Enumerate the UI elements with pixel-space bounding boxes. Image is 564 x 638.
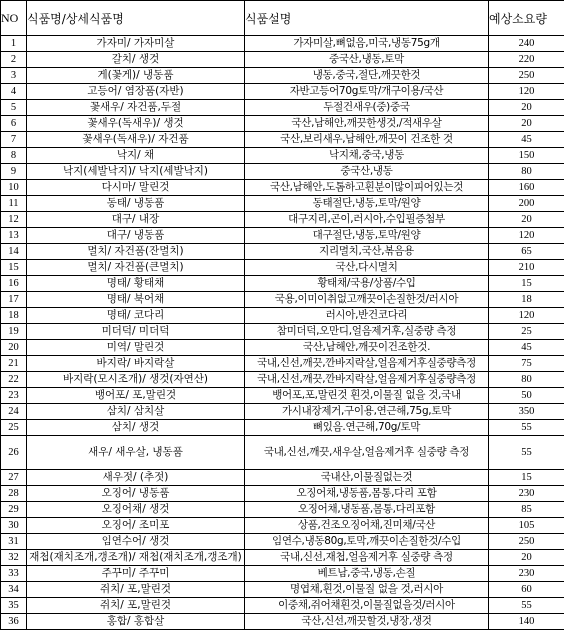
food-name-cell: 바지락(모시조개)/ 생것(자연산) xyxy=(27,372,245,388)
food-name-cell: 새우젓/ (추젓) xyxy=(27,470,245,486)
table-row xyxy=(1,356,564,372)
table-row xyxy=(1,292,564,308)
expected-quantity-cell: 140 xyxy=(489,614,564,630)
row-number: 3 xyxy=(1,68,27,84)
table-row xyxy=(1,566,564,582)
food-name-cell: 오징어/ 조미포 xyxy=(27,518,245,534)
table-header xyxy=(1,1,564,36)
food-description-cell: 이중채,쥐어채흰것,이물질없을것/러시아 xyxy=(245,598,489,614)
food-description-cell: 국산,남해안,도톰하고흰분이많이피어있는것 xyxy=(245,180,489,196)
food-description-cell: 중국산,냉동,토막 xyxy=(245,52,489,68)
table-row xyxy=(1,260,564,276)
food-description-cell: 대구지리,곤이,러시아,수입필증첨부 xyxy=(245,212,489,228)
expected-quantity-cell: 210 xyxy=(489,260,564,276)
expected-quantity-cell: 230 xyxy=(489,486,564,502)
food-name-cell: 미더덕/ 미더덕 xyxy=(27,324,245,340)
food-name-cell: 동태/ 냉동품 xyxy=(27,196,245,212)
expected-quantity-cell: 25 xyxy=(489,324,564,340)
expected-quantity-cell: 105 xyxy=(489,518,564,534)
row-number: 15 xyxy=(1,260,27,276)
food-description-cell: 국내산,이물질없는것 xyxy=(245,470,489,486)
expected-quantity-cell: 60 xyxy=(489,582,564,598)
food-description-cell: 오징어채,냉동품,몸통,다리포함 xyxy=(245,502,489,518)
row-number: 5 xyxy=(1,100,27,116)
row-number: 6 xyxy=(1,116,27,132)
row-number: 14 xyxy=(1,244,27,260)
food-description-cell: 국산,보리새우,남해안,깨끗이 건조한 것 xyxy=(245,132,489,148)
expected-quantity-cell: 230 xyxy=(489,566,564,582)
food-description-cell: 국산,신선,깨끗할것,냉장,생것 xyxy=(245,614,489,630)
row-number: 11 xyxy=(1,196,27,212)
row-number: 27 xyxy=(1,470,27,486)
expected-quantity-cell: 15 xyxy=(489,276,564,292)
row-number: 10 xyxy=(1,180,27,196)
expected-quantity-cell: 80 xyxy=(489,164,564,180)
expected-quantity-cell: 65 xyxy=(489,244,564,260)
table-row xyxy=(1,420,564,436)
food-name-cell: 뱅어포/ 포,말린것 xyxy=(27,388,245,404)
food-description-cell: 상품,건조오징어채,진미채/국산 xyxy=(245,518,489,534)
expected-quantity-cell: 75 xyxy=(489,356,564,372)
food-name-cell: 갈치/ 생것 xyxy=(27,52,245,68)
table-row xyxy=(1,68,564,84)
expected-quantity-cell: 18 xyxy=(489,292,564,308)
row-number: 13 xyxy=(1,228,27,244)
expected-quantity-cell: 20 xyxy=(489,116,564,132)
food-name-cell: 낙지/ 채 xyxy=(27,148,245,164)
table-row xyxy=(1,470,564,486)
expected-quantity-cell: 55 xyxy=(489,420,564,436)
food-name-cell: 꽃새우(독새우)/ 생것 xyxy=(27,116,245,132)
food-name-cell: 명태/ 북어채 xyxy=(27,292,245,308)
expected-quantity-cell: 20 xyxy=(489,212,564,228)
header-food-name: 식품명/상세식품명 xyxy=(27,1,245,36)
table-row xyxy=(1,84,564,100)
row-number: 35 xyxy=(1,598,27,614)
table-row xyxy=(1,550,564,566)
table-row xyxy=(1,148,564,164)
expected-quantity-cell: 350 xyxy=(489,404,564,420)
row-number: 29 xyxy=(1,502,27,518)
food-description-cell: 명엽채,흰것,이물질 없을 것,러시아 xyxy=(245,582,489,598)
food-description-cell: 동태절단,냉동,토막/원양 xyxy=(245,196,489,212)
food-description-cell: 임연수,냉동80g,토막,깨끗이손질한것/수입 xyxy=(245,534,489,550)
row-number: 34 xyxy=(1,582,27,598)
food-name-cell: 꽃새우(독새우)/ 자건품 xyxy=(27,132,245,148)
table-row xyxy=(1,100,564,116)
food-description-cell: 국내,신선,깨끗,새우살,얼음제거후 실중량 측정 xyxy=(245,436,489,470)
expected-quantity-cell: 15 xyxy=(489,470,564,486)
food-name-cell: 임연수어/ 생것 xyxy=(27,534,245,550)
food-name-cell: 대구/ 냉동품 xyxy=(27,228,245,244)
food-description-cell: 국산,남해안,깨끗이건조한것. xyxy=(245,340,489,356)
food-name-cell: 삼치/ 생것 xyxy=(27,420,245,436)
row-number: 33 xyxy=(1,566,27,582)
food-name-cell: 멸치/ 자건품(큰멸치) xyxy=(27,260,245,276)
row-number: 28 xyxy=(1,486,27,502)
row-number: 21 xyxy=(1,356,27,372)
row-number: 7 xyxy=(1,132,27,148)
row-number: 23 xyxy=(1,388,27,404)
table-row xyxy=(1,388,564,404)
expected-quantity-cell: 250 xyxy=(489,68,564,84)
table-row xyxy=(1,116,564,132)
food-description-cell: 낙지채,중국,냉동 xyxy=(245,148,489,164)
table-row xyxy=(1,502,564,518)
expected-quantity-cell: 160 xyxy=(489,180,564,196)
expected-quantity-cell: 20 xyxy=(489,550,564,566)
food-description-cell: 국산,남해안,깨끗한생것,/적새우살 xyxy=(245,116,489,132)
row-number: 31 xyxy=(1,534,27,550)
table-row xyxy=(1,534,564,550)
header-row xyxy=(1,1,564,36)
food-description-cell: 국내,신선,깨끗,깐바지락살,얼음제거후실중량측정 xyxy=(245,356,489,372)
food-name-cell: 새우/ 새우살, 냉동품 xyxy=(27,436,245,470)
table-row xyxy=(1,212,564,228)
food-description-cell: 중국산,냉동 xyxy=(245,164,489,180)
row-number: 20 xyxy=(1,340,27,356)
food-name-cell: 쥐치/ 포,말린것 xyxy=(27,598,245,614)
food-name-cell: 홍합/ 홍합살 xyxy=(27,614,245,630)
row-number: 9 xyxy=(1,164,27,180)
table-row xyxy=(1,132,564,148)
row-number: 12 xyxy=(1,212,27,228)
food-description-cell: 대구절단,냉동,토막/원양 xyxy=(245,228,489,244)
food-name-cell: 재첩(재치조개,갱조개)/ 재첩(재치조개,갱조개) xyxy=(27,550,245,566)
food-description-cell: 국산,다시멸치 xyxy=(245,260,489,276)
table-row xyxy=(1,598,564,614)
food-description-cell: 베트남,중국,냉동,손질 xyxy=(245,566,489,582)
food-description-cell: 황태채/국용/상품/수입 xyxy=(245,276,489,292)
expected-quantity-cell: 55 xyxy=(489,436,564,470)
food-name-cell: 꽃새우/ 자건품,두절 xyxy=(27,100,245,116)
expected-quantity-cell: 220 xyxy=(489,52,564,68)
food-description-cell: 국내,신선,재첩,얼음제거후 실중량 측정 xyxy=(245,550,489,566)
row-number: 1 xyxy=(1,36,27,52)
table-row xyxy=(1,276,564,292)
header-no: NO xyxy=(1,1,27,36)
row-number: 4 xyxy=(1,84,27,100)
table-row xyxy=(1,36,564,52)
row-number: 8 xyxy=(1,148,27,164)
table-row xyxy=(1,244,564,260)
row-number: 30 xyxy=(1,518,27,534)
food-name-cell: 가자미/ 가자미살 xyxy=(27,36,245,52)
food-description-cell: 국용,이미이취없고깨끗이손질한것/러시아 xyxy=(245,292,489,308)
table-row xyxy=(1,486,564,502)
expected-quantity-cell: 50 xyxy=(489,388,564,404)
table-row xyxy=(1,52,564,68)
food-name-cell: 오징어채/ 생것 xyxy=(27,502,245,518)
header-expected-quantity: 예상소요량 xyxy=(489,1,564,36)
row-number: 19 xyxy=(1,324,27,340)
food-name-cell: 대구/ 내장 xyxy=(27,212,245,228)
row-number: 17 xyxy=(1,292,27,308)
table-row xyxy=(1,308,564,324)
food-description-cell: 냉동,중국,절단,깨끗한것 xyxy=(245,68,489,84)
row-number: 26 xyxy=(1,436,27,470)
row-number: 22 xyxy=(1,372,27,388)
expected-quantity-cell: 120 xyxy=(489,228,564,244)
food-name-cell: 고등어/ 염장품(자반) xyxy=(27,84,245,100)
table-row xyxy=(1,614,564,630)
food-name-cell: 삼치/ 삼치살 xyxy=(27,404,245,420)
food-description-cell: 국내,신선,깨끗,깐바지락살,얼음제거후실중량측정 xyxy=(245,372,489,388)
food-name-cell: 명태/ 황태채 xyxy=(27,276,245,292)
expected-quantity-cell: 45 xyxy=(489,340,564,356)
food-description-cell: 뼈있음.연근해,70g/토막 xyxy=(245,420,489,436)
table-body xyxy=(1,36,564,630)
row-number: 24 xyxy=(1,404,27,420)
expected-quantity-cell: 120 xyxy=(489,84,564,100)
food-description-cell: 두절건새우(중)중국 xyxy=(245,100,489,116)
food-name-cell: 멸치/ 자건품(잔멸치) xyxy=(27,244,245,260)
food-name-cell: 게(꽃게)/ 냉동품 xyxy=(27,68,245,84)
row-number: 25 xyxy=(1,420,27,436)
food-name-cell: 낙지(세발낙지)/ 낙지(세발낙지) xyxy=(27,164,245,180)
food-name-cell: 명태/ 코다리 xyxy=(27,308,245,324)
expected-quantity-cell: 80 xyxy=(489,372,564,388)
expected-quantity-cell: 45 xyxy=(489,132,564,148)
food-description-cell: 오징어채,냉동품,몸통,다리 포함 xyxy=(245,486,489,502)
table-row xyxy=(1,372,564,388)
expected-quantity-cell: 150 xyxy=(489,148,564,164)
table-row xyxy=(1,582,564,598)
header-food-description: 식품설명 xyxy=(245,1,489,36)
row-number: 16 xyxy=(1,276,27,292)
table-row xyxy=(1,180,564,196)
table-row xyxy=(1,340,564,356)
table-row xyxy=(1,228,564,244)
food-name-cell: 바지락/ 바지락살 xyxy=(27,356,245,372)
table-row xyxy=(1,404,564,420)
table-row xyxy=(1,436,564,470)
table-row xyxy=(1,324,564,340)
row-number: 18 xyxy=(1,308,27,324)
expected-quantity-cell: 55 xyxy=(489,598,564,614)
food-description-cell: 러시아,반건코다리 xyxy=(245,308,489,324)
expected-quantity-cell: 120 xyxy=(489,308,564,324)
food-description-cell: 가시내장제거,구이용,연근해,75g,토막 xyxy=(245,404,489,420)
food-name-cell: 다시마/ 말린것 xyxy=(27,180,245,196)
row-number: 32 xyxy=(1,550,27,566)
food-name-cell: 오징어/ 냉동품 xyxy=(27,486,245,502)
expected-quantity-cell: 240 xyxy=(489,36,564,52)
food-description-cell: 자반고등어70g토막/개구이용/국산 xyxy=(245,84,489,100)
food-name-cell: 쥐치/ 포,말린것 xyxy=(27,582,245,598)
food-description-cell: 가자미살,뼈없음,미국,냉동75g개 xyxy=(245,36,489,52)
table-row xyxy=(1,196,564,212)
expected-quantity-cell: 200 xyxy=(489,196,564,212)
table-row xyxy=(1,164,564,180)
food-name-cell: 미역/ 말린것 xyxy=(27,340,245,356)
food-name-cell: 주꾸미/ 주꾸미 xyxy=(27,566,245,582)
expected-quantity-cell: 85 xyxy=(489,502,564,518)
expected-quantity-cell: 250 xyxy=(489,534,564,550)
row-number: 2 xyxy=(1,52,27,68)
row-number: 36 xyxy=(1,614,27,630)
food-description-cell: 뱅어포,포,말린것 흰것,이물질 없을 것,국내 xyxy=(245,388,489,404)
expected-quantity-cell: 20 xyxy=(489,100,564,116)
food-description-cell: 지리멸치,국산,볶음용 xyxy=(245,244,489,260)
table-row xyxy=(1,518,564,534)
food-description-cell: 참미더덕,오만디,얼음제거후,실중량 측정 xyxy=(245,324,489,340)
